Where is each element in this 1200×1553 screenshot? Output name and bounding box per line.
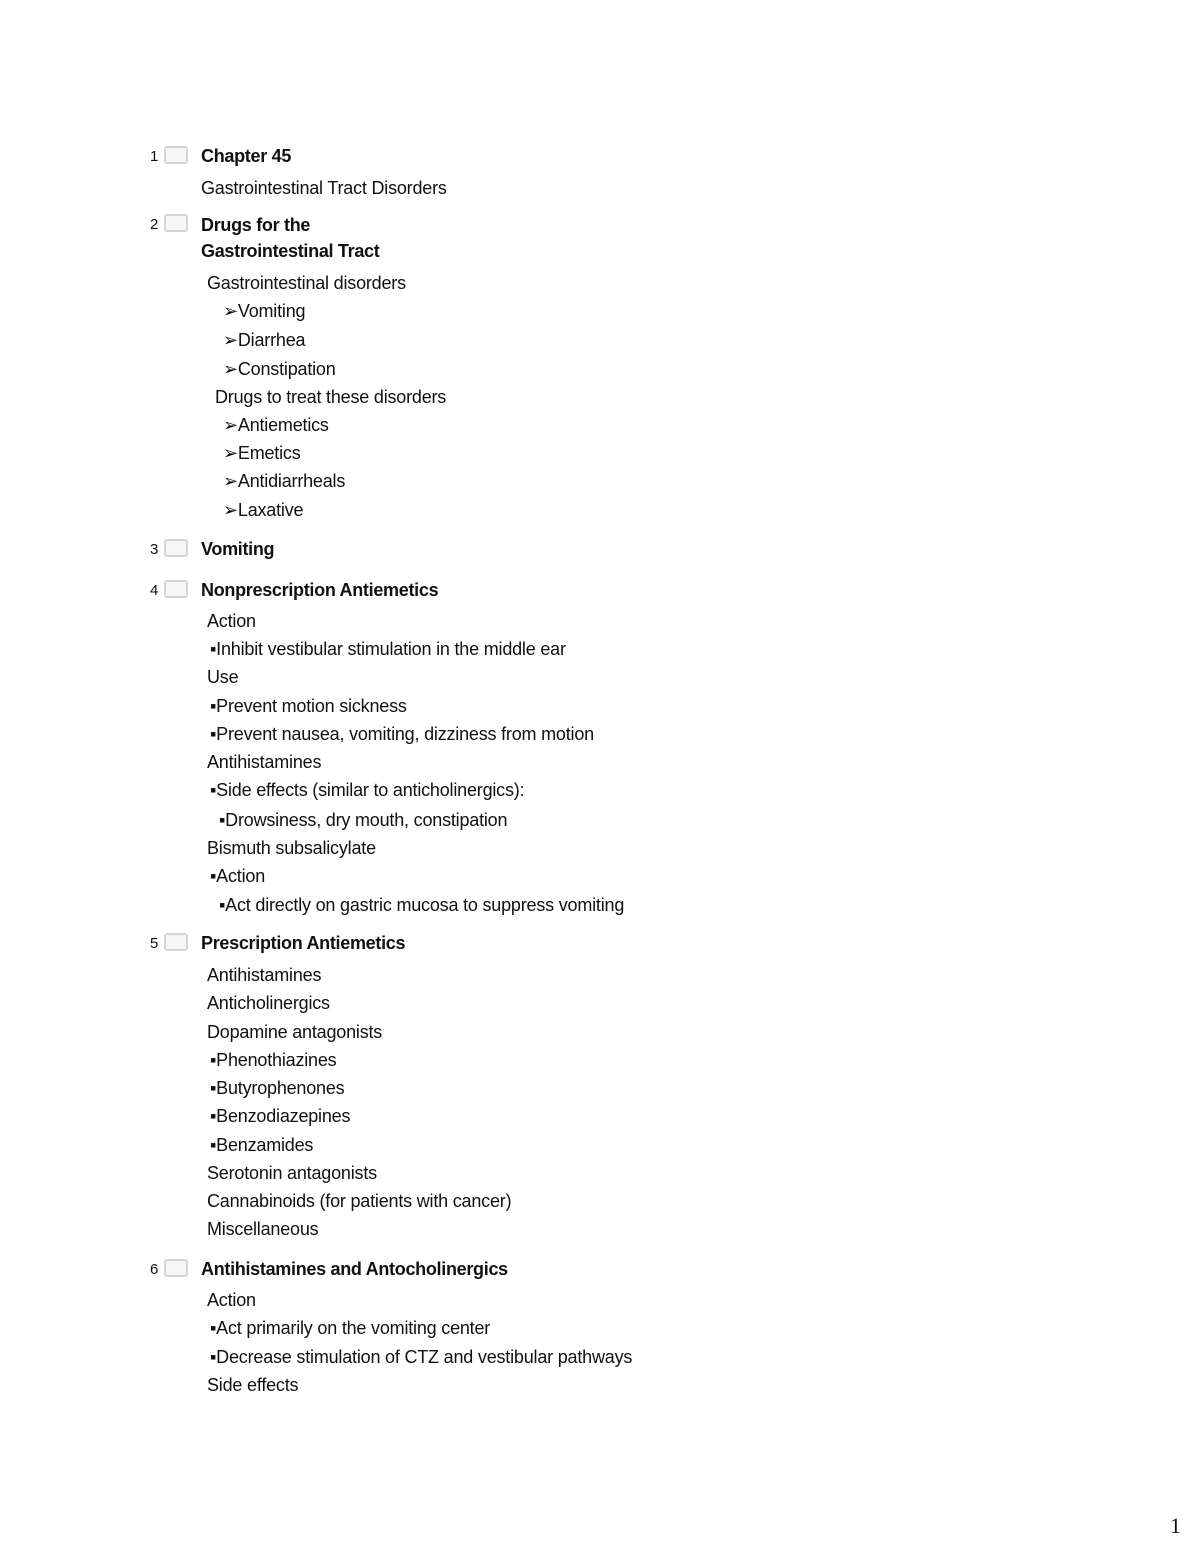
slide-sub-bullet: ▪Drowsiness, dry mouth, constipation [219,810,508,830]
slide-bullet: ➢Emetics [223,443,301,463]
slide-bullet: ➢Laxative [223,500,304,520]
slide-thumbnail-icon[interactable] [164,146,188,164]
slide-title: Vomiting [201,539,275,559]
slide-bullet: ➢Diarrhea [223,330,306,350]
slide-bullet: ▪Benzodiazepines [210,1106,351,1126]
slide-bullet: ▪Prevent nausea, vomiting, dizziness from motion [210,724,594,744]
slide-bullet: ▪Prevent motion sickness [210,696,407,716]
slide-bullet: ▪Phenothiazines [210,1050,337,1070]
slide-title: Antihistamines and Antocholinergics [201,1259,508,1279]
slide-number: 2 [150,216,159,233]
slide-title: Chapter 45 [201,146,292,166]
slide-text-line: Gastrointestinal disorders [207,273,406,293]
slide-text-line: Cannabinoids (for patients with cancer) [207,1191,512,1211]
slide-text-line: Antihistamines [207,965,322,985]
slide-thumbnail-icon[interactable] [164,214,188,232]
slide-text-line: Dopamine antagonists [207,1022,383,1042]
slide-thumbnail-icon[interactable] [164,933,188,951]
slide-text-line: Serotonin antagonists [207,1163,377,1183]
slide-text-line: Action [207,1290,256,1310]
slide-text-line: Anticholinergics [207,993,330,1013]
slide-thumbnail-icon[interactable] [164,539,188,557]
page-number: 1 [1170,1513,1181,1538]
slide-text-line: Side effects [207,1375,299,1395]
slide-sub-bullet: ▪Act directly on gastric mucosa to suppress vomiting [219,895,625,915]
slide-number: 1 [150,148,159,165]
slide-text-line: Gastrointestinal Tract Disorders [201,178,447,198]
slide-bullet: ▪Side effects (similar to anticholinergics): [210,780,525,800]
slide-title: Drugs for the [201,215,311,235]
slide-thumbnail-icon[interactable] [164,580,188,598]
slide-text-line: Drugs to treat these disorders [215,387,447,407]
slide-text-line: Use [207,667,239,687]
slide-title: Prescription Antiemetics [201,933,406,953]
slide-bullet: ▪Butyrophenones [210,1078,345,1098]
slide-number: 3 [150,541,159,558]
slide-text-line: Bismuth subsalicylate [207,838,376,858]
slide-number: 4 [150,582,159,599]
slide-bullet: ➢Constipation [223,359,336,379]
slide-bullet: ▪Benzamides [210,1135,314,1155]
slide-bullet: ▪Decrease stimulation of CTZ and vestibular pathways [210,1347,633,1367]
slide-bullet: ➢Vomiting [223,301,306,321]
slide-bullet: ▪Action [210,866,266,886]
slide-title: Nonprescription Antiemetics [201,580,439,600]
slide-number: 6 [150,1261,159,1278]
slide-bullet: ➢Antiemetics [223,415,329,435]
slide-text-line: Antihistamines [207,752,322,772]
slide-bullet: ➢Antidiarrheals [223,471,346,491]
slide-bullet: ▪Act primarily on the vomiting center [210,1318,491,1338]
slide-text-line: Action [207,611,256,631]
slide-bullet: ▪Inhibit vestibular stimulation in the middle ear [210,639,566,659]
slide-number: 5 [150,935,159,952]
slide-thumbnail-icon[interactable] [164,1259,188,1277]
slide-text-line: Miscellaneous [207,1219,319,1239]
slide-title-line-2: Gastrointestinal Tract [201,241,380,261]
